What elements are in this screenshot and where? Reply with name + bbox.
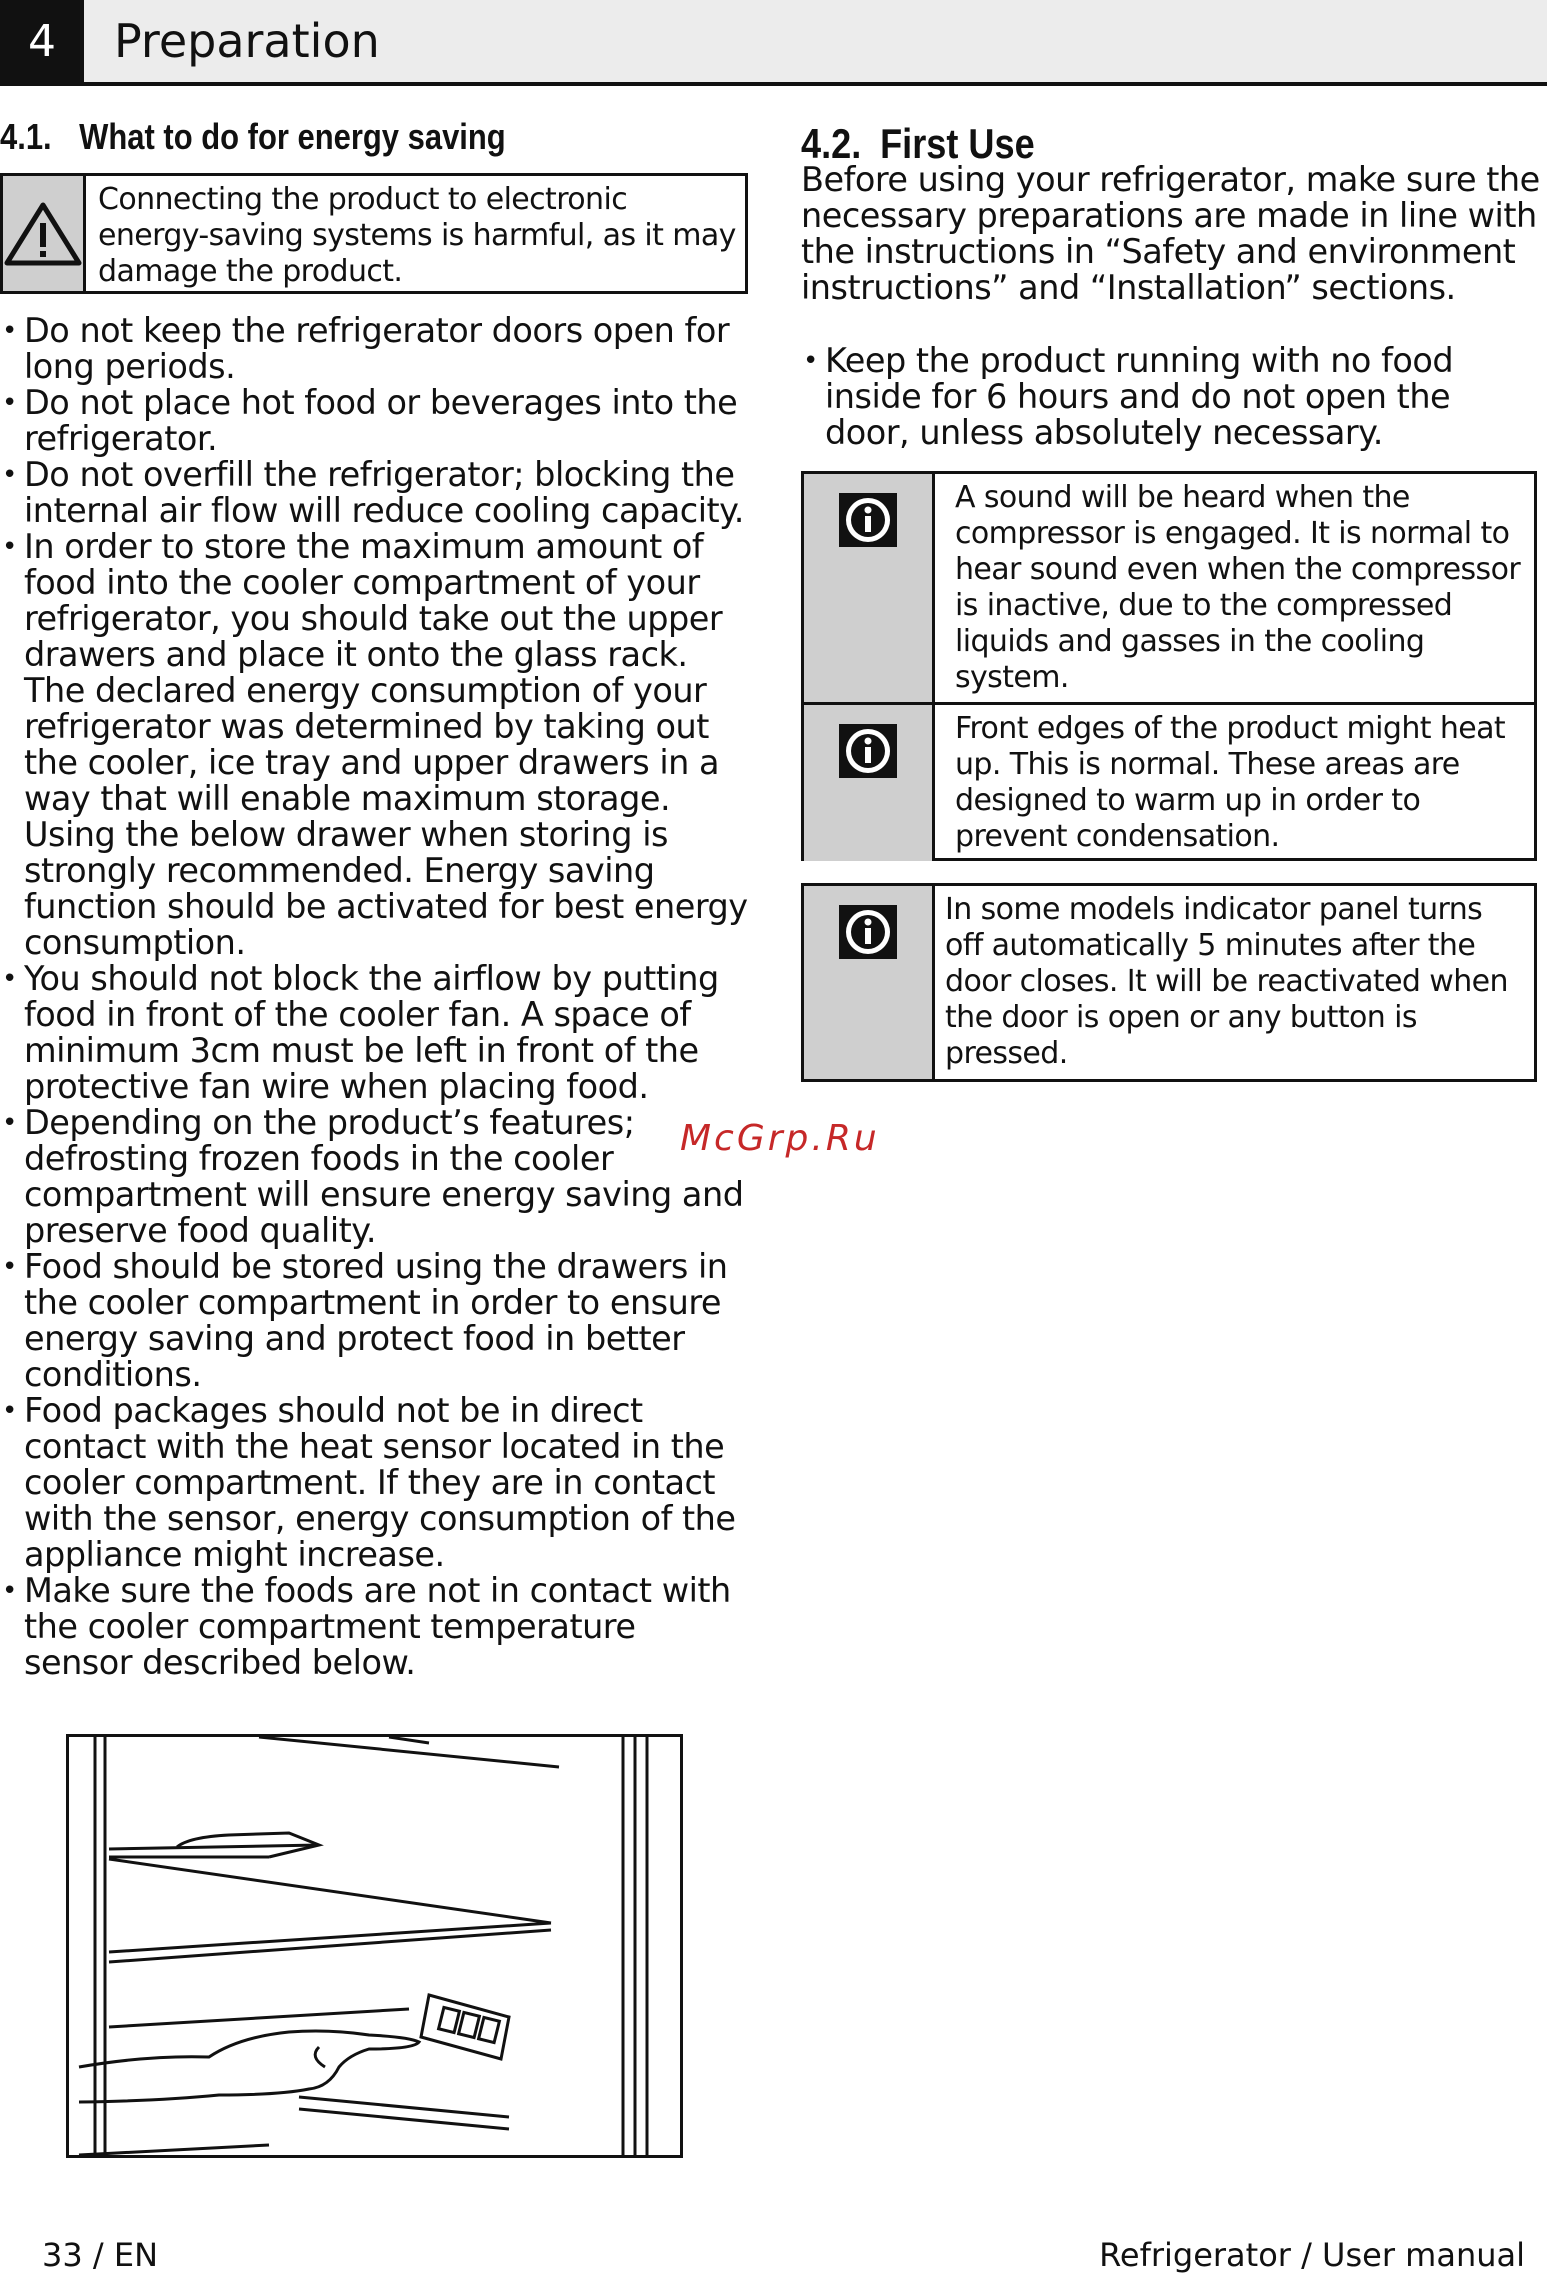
- info-note: [804, 702, 1534, 861]
- info-note-text: Front edges of the product might heat up. This is normal. These areas are designed to warm up in order to prevent condensation.: [955, 711, 1506, 854]
- manual-title: Refrigerator / User manual: [1099, 2236, 1525, 2274]
- chapter-number: 4: [0, 0, 84, 82]
- info-icon-cell: [804, 705, 935, 861]
- section-title: What to do for energy saving: [79, 116, 506, 157]
- info-icon-cell: [804, 474, 935, 702]
- info-note-text: In some models indicator panel turns off automatically 5 minutes after the door closes. It will be reactivated when the door is open or any button is pressed.: [945, 892, 1508, 1071]
- refrigerator-shelf-illustration: [69, 1737, 680, 2155]
- page-number: 33 / EN: [42, 2236, 158, 2274]
- list-item: • Food should be stored using the drawers in the cooler compartment in order to ensure energy saving and protect food in better conditions.: [2, 1249, 748, 1393]
- section-number: 4.2.: [801, 120, 862, 167]
- list-item: • Do not place hot food or beverages into the refrigerator.: [2, 385, 748, 457]
- info-icon: [838, 904, 898, 960]
- list-item: • In order to store the maximum amount of food into the cooler compartment of your refrigerator, you should take out the upper drawers and place it onto the glass rack. The declared energy consumption of your refrigerator was determined by taking out the cooler, ice tray and upper drawers in a way that will enable maximum storage. Using the below drawer when storing is strongly recommended. Energy saving function should be activated for best energy consumption.: [2, 529, 748, 961]
- section-4-1-heading: [0, 116, 506, 158]
- chapter-title: Preparation: [114, 14, 380, 68]
- energy-saving-list: [2, 313, 748, 1681]
- list-item: • You should not block the airflow by putting food in front of the cooler fan. A space of minimum 3cm must be left in front of the protective fan wire when placing food.: [2, 961, 748, 1105]
- watermark: McGrp.Ru: [680, 1118, 880, 1159]
- sensor-illustration: [66, 1734, 683, 2158]
- info-note: [804, 886, 1534, 1079]
- list-item: • Do not overfill the refrigerator; blocking the internal air flow will reduce cooling capacity.: [2, 457, 748, 529]
- info-box: [801, 883, 1537, 1082]
- info-icon: [838, 723, 898, 779]
- info-note: [804, 474, 1534, 702]
- list-item: • Depending on the product’s features; defrosting frozen foods in the cooler compartment will ensure energy saving and preserve food quality.: [2, 1105, 748, 1249]
- section-title: First Use: [880, 120, 1035, 167]
- info-icon: [838, 492, 898, 548]
- info-icon-cell: [804, 886, 935, 1079]
- info-box-group: [801, 471, 1537, 861]
- first-use-intro: Before using your refrigerator, make sure the necessary preparations are made in line with the instructions in “Safety and environment instructions” and “Installation” sections.: [801, 160, 1540, 307]
- section-number: 4.1.: [0, 116, 52, 157]
- list-item: • Do not keep the refrigerator doors open for long periods.: [2, 313, 748, 385]
- warning-text: Connecting the product to electronic energy-saving systems is harmful, as it may damage the product.: [98, 182, 736, 289]
- list-item: • Food packages should not be in direct contact with the heat sensor located in the cooler compartment. If they are in contact with the sensor, energy consumption of the appliance might increase.: [2, 1393, 748, 1573]
- warning-box: [0, 173, 748, 294]
- warning-icon: [3, 201, 83, 267]
- list-item: • Keep the product running with no food inside for 6 hours and do not open the door, unless absolutely necessary.: [803, 343, 1541, 451]
- list-item: • Make sure the foods are not in contact with the cooler compartment temperature sensor described below.: [2, 1573, 748, 1681]
- warning-icon-cell: [3, 176, 86, 291]
- info-note-text: A sound will be heard when the compressor is engaged. It is normal to hear sound even when the compressor is inactive, due to the compressed liquids and gasses in the cooling system.: [955, 480, 1521, 695]
- first-use-list: [803, 343, 1541, 451]
- page-header: [0, 0, 1547, 86]
